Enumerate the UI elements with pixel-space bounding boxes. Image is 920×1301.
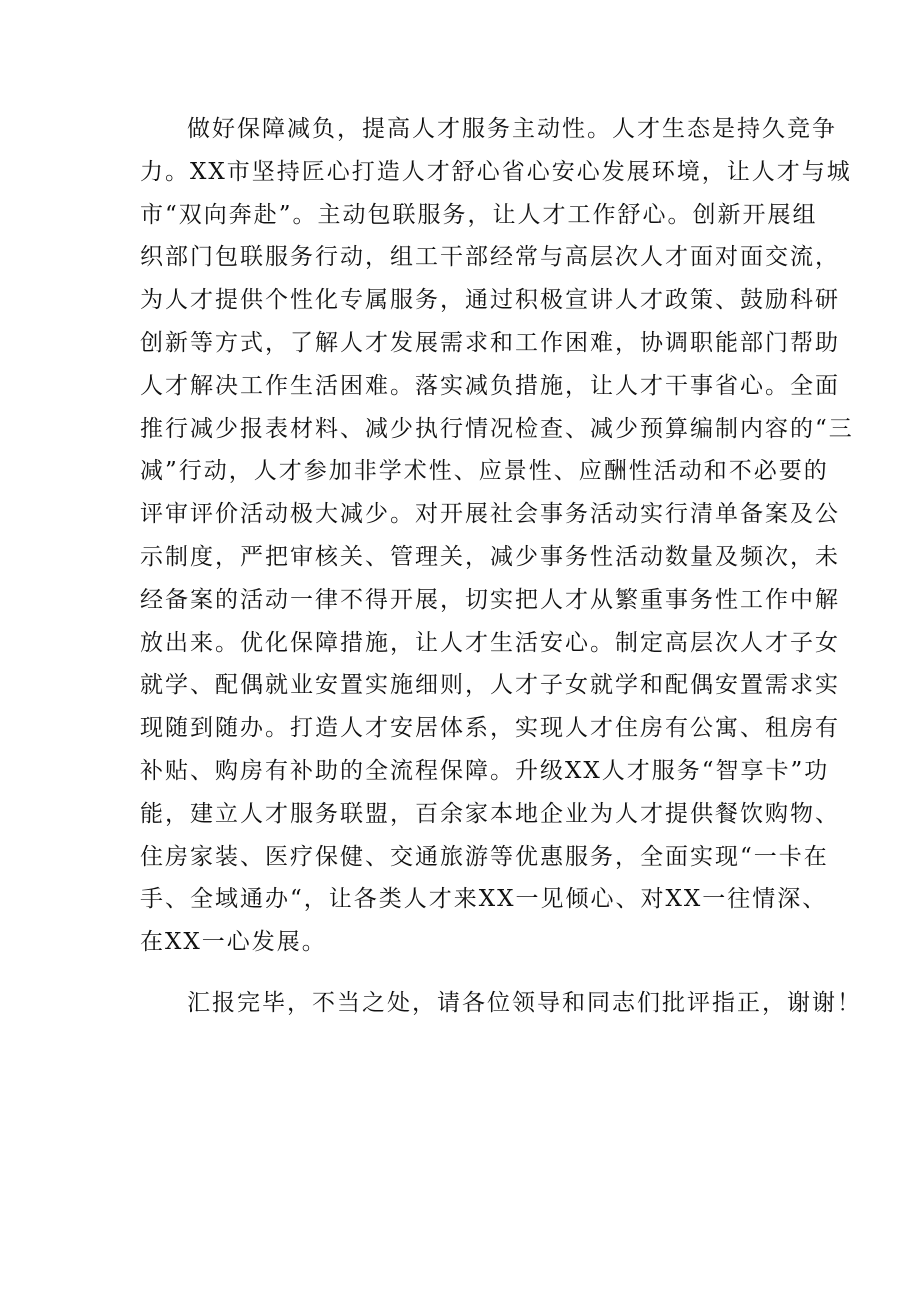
text-line: 推行减少报表材料、减少执行情况检查、减少预算编制内容的“三 <box>140 415 854 442</box>
closing-line: 汇报完毕，不当之处，请各位领导和同志们批评指正，谢谢！ <box>187 989 862 1016</box>
text-line: 现随到随办。打造人才安居体系，实现人才住房有公寓、租房有 <box>140 715 840 742</box>
paragraph-talent-service <box>140 108 854 964</box>
text-line: 能，建立人才服务联盟，百余家本地企业为人才提供餐饮购物、 <box>140 800 840 827</box>
text-line: 手、全域通办“，让各类人才来XX一见倾心、对XX一往情深、 <box>140 886 828 913</box>
text-line: 放出来。优化保障措施，让人才生活安心。制定高层次人才子女 <box>140 629 840 656</box>
text-line: 织部门包联服务行动，组工干部经常与高层次人才面对面交流， <box>140 244 840 271</box>
text-line: 人才解决工作生活困难。落实减负措施，让人才干事省心。全面 <box>140 372 840 399</box>
text-line: 示制度，严把审核关、管理关，减少事务性活动数量及频次，未 <box>140 543 840 570</box>
text-line: 做好保障减负，提高人才服务主动性。人才生态是持久竞争 <box>187 116 837 142</box>
text-line: 经备案的活动一律不得开展，切实把人才从繁重事务性工作中解 <box>140 586 840 613</box>
text-line: 市“双向奔赴”。主动包联服务，让人才工作舒心。创新开展组 <box>140 201 818 228</box>
document-body <box>140 108 862 1025</box>
text-line: 评审评价活动极大减少。对开展社会事务活动实行清单备案及公 <box>140 501 840 528</box>
text-line: 就学、配偶就业安置实施细则，人才子女就学和配偶安置需求实 <box>140 672 840 699</box>
text-line: 在XX一心发展。 <box>140 929 327 956</box>
text-line: 住房家装、医疗保健、交通旅游等优惠服务，全面实现“一卡在 <box>140 843 829 870</box>
text-line: 补贴、购房有补助的全流程保障。升级XX人才服务“智享卡”功 <box>140 757 830 784</box>
paragraph-closing <box>140 982 862 1025</box>
text-line: 为人才提供个性化专属服务，通过积极宣讲人才政策、鼓励科研 <box>140 287 840 314</box>
text-line: 力。XX市坚持匠心打造人才舒心省心安心发展环境，让人才与城 <box>140 158 852 185</box>
text-line: 创新等方式，了解人才发展需求和工作困难，协调职能部门帮助 <box>140 329 840 356</box>
text-line: 减”行动，人才参加非学术性、应景性、应酬性活动和不必要的 <box>140 458 829 485</box>
